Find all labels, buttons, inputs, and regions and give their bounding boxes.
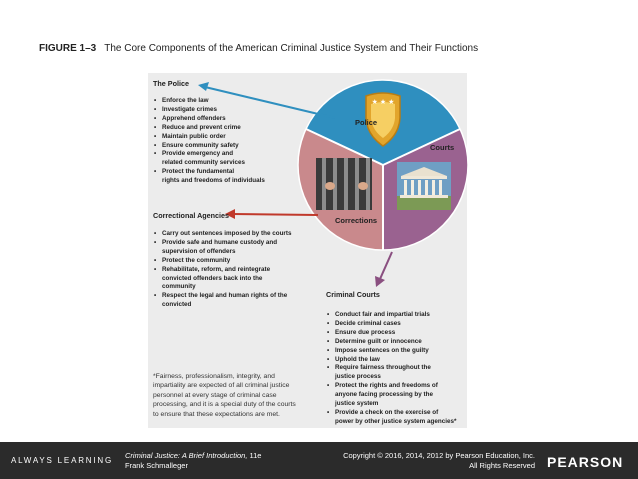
book-citation — [125, 451, 261, 471]
list-item: • Provide emergency and — [153, 150, 313, 159]
list-item-continued: supervision of offenders — [162, 247, 236, 255]
list-item: • Ensure due process — [326, 329, 466, 338]
list-item: • Provide safe and humane custody and — [153, 239, 328, 248]
list-item-continued: convicted — [162, 301, 192, 309]
list-item: • Impose sentences on the guilty — [326, 347, 466, 356]
list-item: • Protect the community — [153, 257, 328, 266]
list-item: • Investigate crimes — [153, 106, 313, 115]
segment-label-police: Police — [355, 118, 378, 127]
footer-bar — [0, 442, 638, 479]
segment-label-courts: Courts — [430, 143, 455, 152]
book-edition: 11e — [247, 451, 262, 460]
list-item: • Conduct fair and impartial trials — [326, 311, 466, 320]
book-author: Frank Schmalleger — [125, 461, 188, 470]
copyright — [343, 451, 535, 471]
courts-arrow — [375, 252, 392, 287]
figure-caption: The Core Components of the American Criminal Justice System and Their Functions — [104, 43, 479, 54]
list-item: • Respect the legal and human rights of the — [153, 292, 328, 301]
list-item: • Maintain public order — [153, 133, 313, 142]
pearson-logo: PEARSON — [547, 454, 624, 470]
police-heading: The Police — [153, 79, 189, 88]
tagline: ALWAYS LEARNING — [11, 456, 113, 465]
svg-text:★ ★ ★: ★ ★ ★ — [371, 99, 395, 106]
list-item: • Decide criminal cases — [326, 320, 466, 329]
list-item: • Ensure community safety — [153, 142, 313, 151]
copyright-line: Copyright © 2016, 2014, 2012 by Pearson Education, Inc. — [343, 451, 535, 460]
list-item-continued: rights and freedoms of individuals — [162, 177, 265, 185]
courts-heading: Criminal Courts — [326, 290, 380, 299]
courthouse-icon — [397, 162, 451, 210]
list-item: • Protect the rights and freedoms of — [326, 382, 466, 391]
list-item: • Determine guilt or innocence — [326, 338, 466, 347]
list-item-continued: power by other justice system agencies* — [335, 417, 457, 425]
rights-line: All Rights Reserved — [469, 461, 535, 470]
list-item: • Enforce the law — [153, 97, 313, 106]
book-title: Criminal Justice: A Brief Introduction, — [125, 451, 248, 460]
list-item: • Carry out sentences imposed by the courts — [153, 230, 328, 239]
courts-functions — [326, 290, 466, 427]
list-item: • Require fairness throughout the — [326, 364, 466, 373]
list-item-continued: justice process — [335, 373, 381, 381]
jail-bars-icon — [316, 158, 372, 210]
police-functions — [153, 79, 313, 186]
segment-label-corrections: Corrections — [335, 216, 378, 225]
list-item: • Protect the fundamental — [153, 168, 313, 177]
corrections-heading: Correctional Agencies — [153, 211, 230, 220]
corrections-functions — [153, 211, 328, 310]
list-item-continued: justice system — [335, 400, 379, 408]
list-item-continued: community — [162, 283, 196, 291]
list-item: • Apprehend offenders — [153, 115, 313, 124]
list-item: • Rehabilitate, reform, and reintegrate — [153, 266, 328, 275]
list-item-continued: anyone facing processing by the — [335, 391, 433, 399]
footnote: *Fairness, professionalism, integrity, and impartiality are expected of all criminal justice personnel at every stage of criminal case processing, and it is a special duty of the courts to ensure that these expectations are met. — [153, 373, 296, 418]
list-item: • Reduce and prevent crime — [153, 124, 313, 133]
list-item-continued: related community services — [162, 159, 245, 167]
list-item: • Uphold the law — [326, 356, 466, 365]
list-item: • Provide a check on the exercise of — [326, 409, 466, 418]
figure-number: FIGURE 1–3 — [39, 43, 97, 54]
list-item-continued: convicted offenders back into the — [162, 274, 263, 282]
